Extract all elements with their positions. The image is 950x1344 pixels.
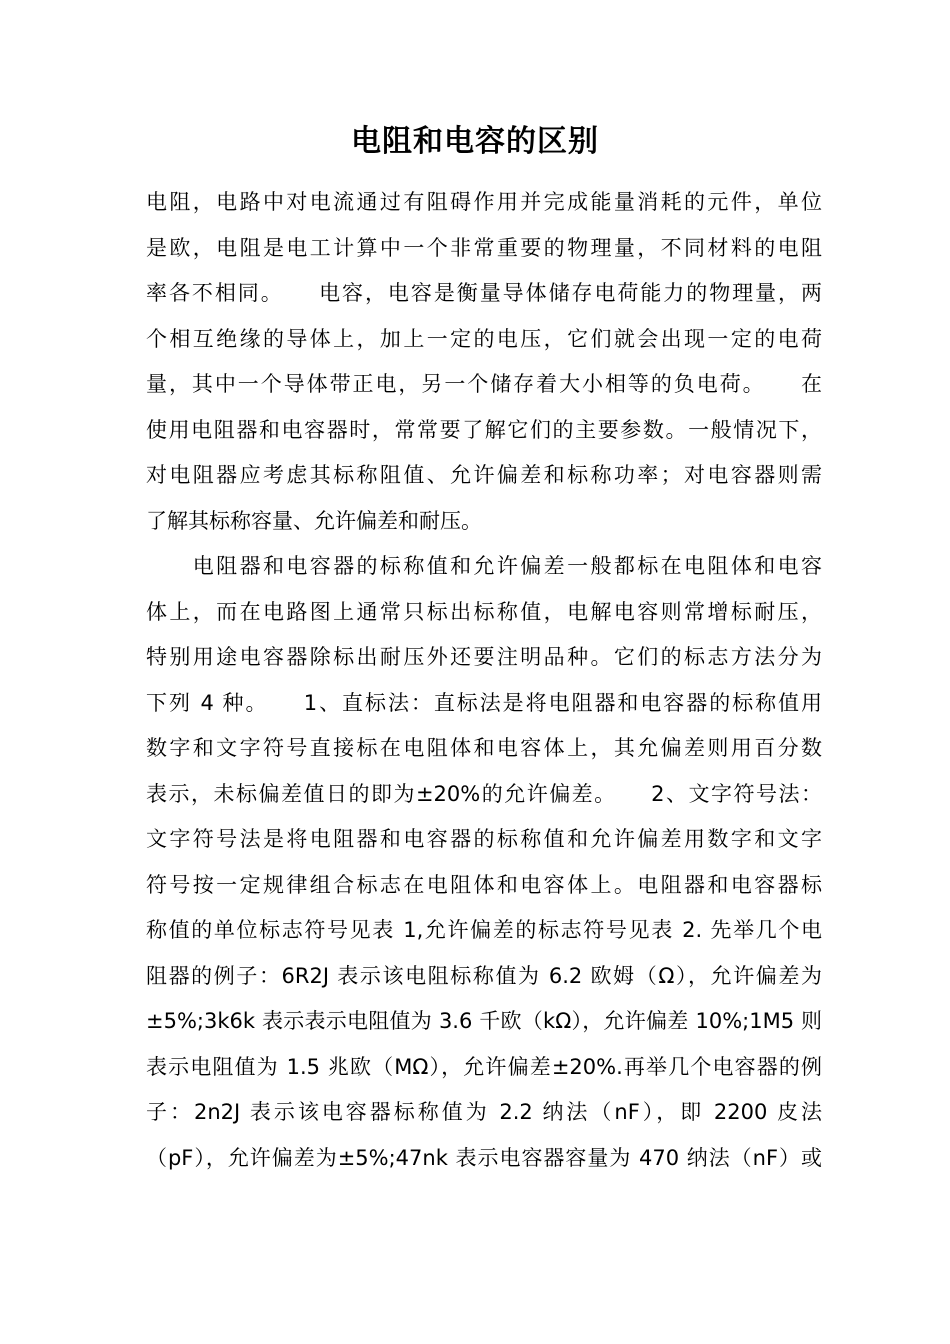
text-line: 使用电阻器和电容器时，常常要了解它们的主要参数。一般情况下， [146, 417, 822, 442]
text-line: 特别用途电容器除标出耐压外还要注明品种。它们的标志方法分为 [146, 645, 822, 669]
text-line: 个相互绝缘的导体上，加上一定的电压，它们就会出现一定的电荷 [146, 326, 822, 351]
text-line: 体上，而在电路图上通常只标出标称值，电解电容则常增标耐压， [146, 599, 822, 624]
text-line: 量，其中一个导体带正电，另一个储存着大小相等的负电荷。 在 [146, 372, 822, 396]
text-line: 下列 4 种。 1、直标法：直标法是将电阻器和电容器的标称值用 [146, 690, 822, 715]
text-line: （pF），允许偏差为±5%;47nk 表示电容器容量为 470 纳法（nF）或 [146, 1145, 822, 1170]
text-line: 数字和文字符号直接标在电阻体和电容体上，其允偏差则用百分数 [146, 736, 822, 760]
text-line: 阻器的例子：6R2J 表示该电阻标称值为 6.2 欧姆（Ω），允许偏差为 [146, 963, 822, 988]
text-line: 称值的单位标志符号见表 1,允许偏差的标志符号见表 2. 先举几个电 [146, 918, 822, 942]
text-line: 电阻，电路中对电流通过有阻碍作用并完成能量消耗的元件，单位 [146, 190, 822, 214]
text-line: 子：2n2J 表示该电容器标称值为 2.2 纳法（nF），即 2200 皮法 [146, 1100, 822, 1124]
text-line: 文字符号法是将电阻器和电容器的标称值和允许偏差用数字和文字 [146, 827, 822, 851]
text-line: 了解其标称容量、允许偏差和耐压。 [146, 508, 482, 533]
text-line: 电阻器和电容器的标称值和允许偏差一般都标在电阻体和电容 [146, 554, 822, 578]
text-line: 对电阻器应考虑其标称阻值、允许偏差和标称功率；对电容器则需 [146, 463, 822, 487]
text-line: 是欧，电阻是电工计算中一个非常重要的物理量，不同材料的电阻 [146, 235, 822, 260]
text-line: 率各不相同。 电容，电容是衡量导体储存电荷能力的物理量，两 [146, 281, 822, 305]
text-line: ±5%;3k6k 表示表示电阻值为 3.6 千欧（kΩ），允许偏差 10%;1M5 则 [146, 1009, 822, 1033]
text-line: 表示电阻值为 1.5 兆欧（MΩ），允许偏差±20%.再举几个电容器的例 [146, 1054, 822, 1079]
document-body [146, 180, 822, 1181]
document-title: 电阻和电容的区别 [351, 124, 599, 159]
text-line: 符号按一定规律组合标志在电阻体和电容体上。电阻器和电容器标 [146, 872, 822, 897]
text-line: 表示，未标偏差值日的即为±20%的允许偏差。 2、文字符号法： [146, 781, 822, 806]
